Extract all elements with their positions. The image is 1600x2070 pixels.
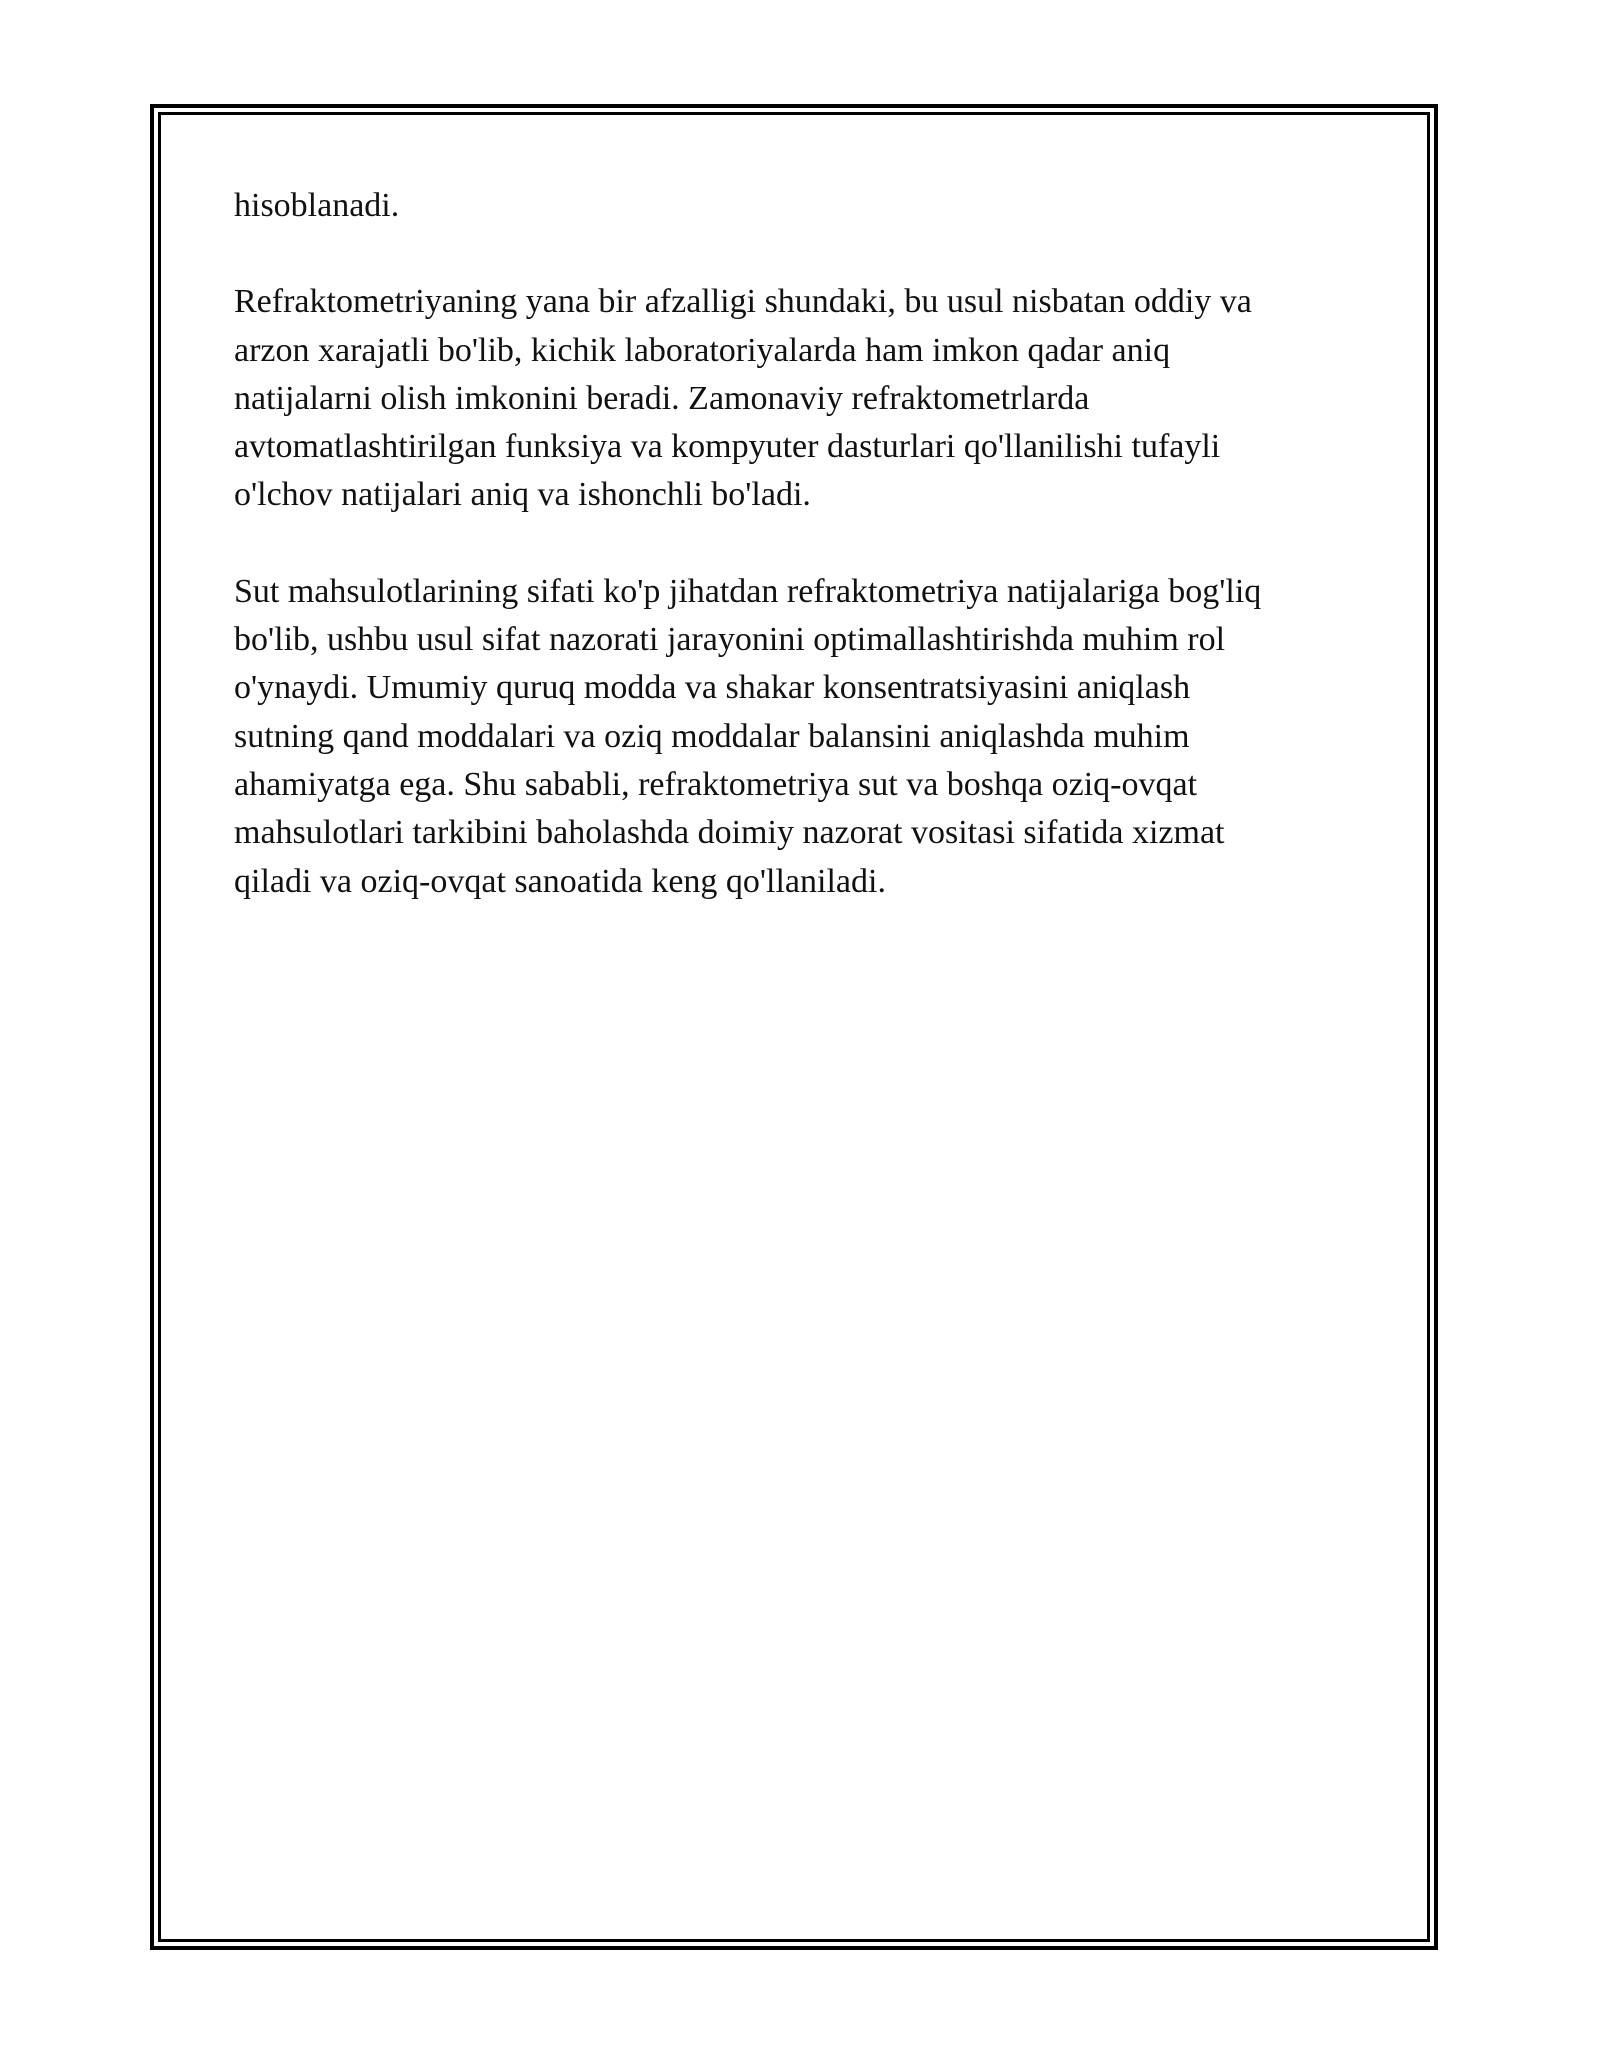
paragraph-continuation: hisoblanadi. <box>234 187 400 224</box>
page-content <box>234 182 1364 954</box>
paragraph-refractometry-advantage: Refraktometriyaning yana bir afzalligi shundaki, bu usul nisbatan oddiy va arzon xarajatli bo'lib, kichik laboratoriyalarda ham imkon qadar aniq natijalarni olish imkonini beradi. Zamonaviy refraktometrlarda avtomatlashtirilgan funksiya va kompyuter dasturlari qo'llanilishi tufayli o'lchov natijalari aniq va ishonchli bo'ladi. <box>234 283 1252 514</box>
paragraph-dairy-quality: Sut mahsulotlarining sifati ko'p jihatdan refraktometriya natijalariga bog'liq bo'lib, ushbu usul sifat nazorati jarayonini optimallashtirishda muhim rol o'ynaydi. Umumiy quruq modda va shakar konsentratsiyasini aniqlash sutning qand moddalari va oziq moddalar balansini aniqlashda muhim ahamiyatga ega. Shu sababli, refraktometriya sut va boshqa oziq-ovqat mahsulotlari tarkibini baholashda doimiy nazorat vositasi sifatida xizmat qiladi va oziq-ovqat sanoatida keng qo'llaniladi. <box>234 572 1262 900</box>
